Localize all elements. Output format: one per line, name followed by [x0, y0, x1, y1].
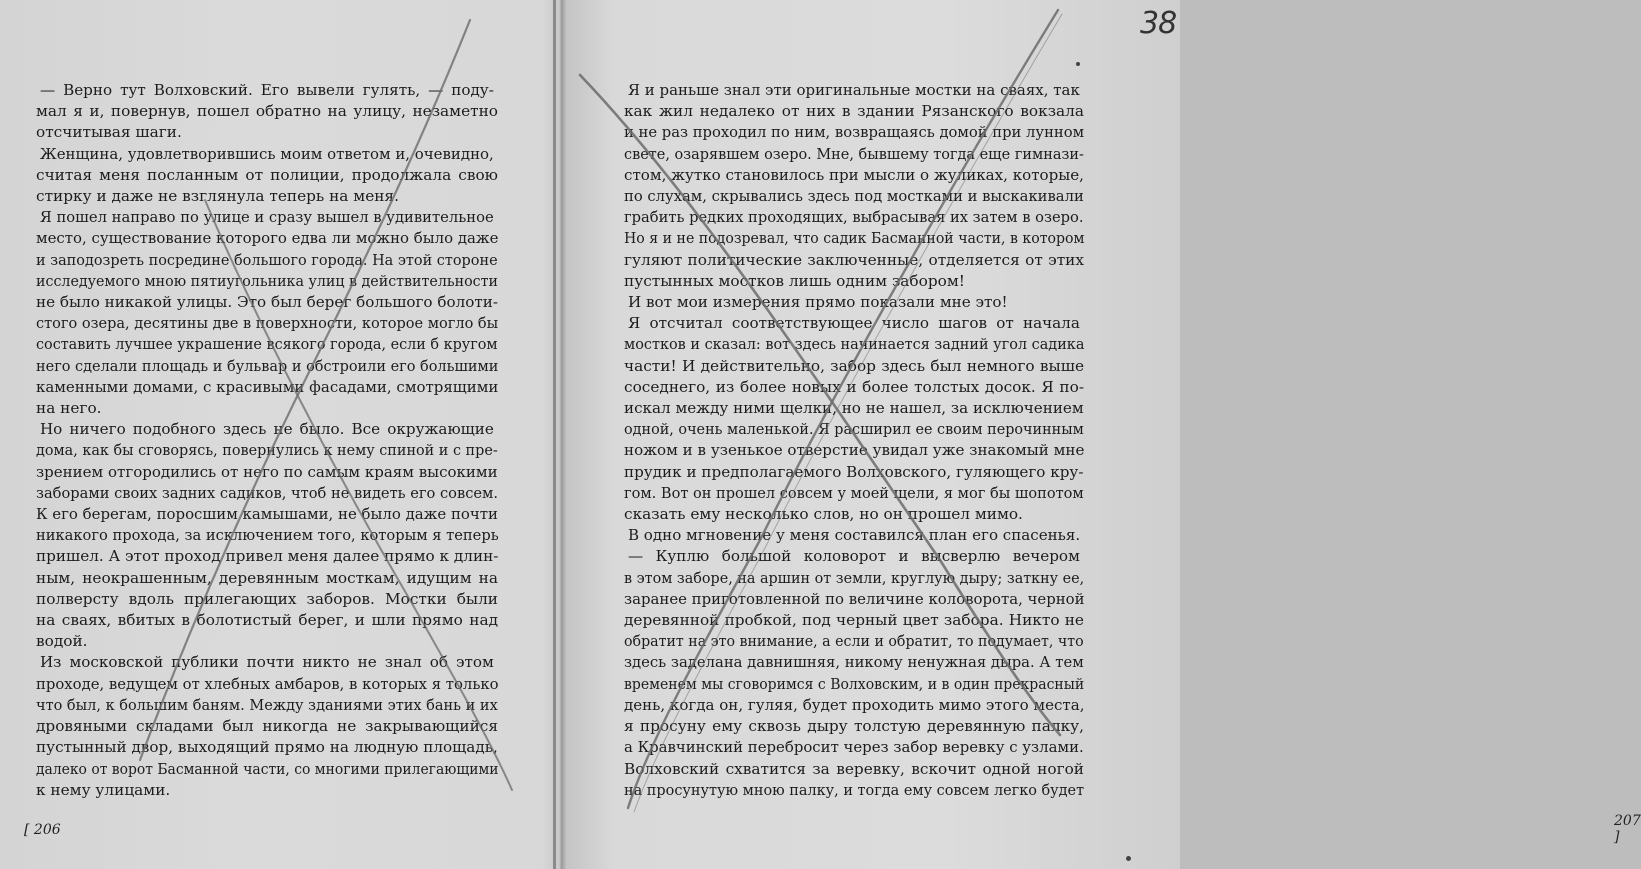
- text-line: искал между ними щелки, но не нашел, за исключением: [624, 399, 1084, 418]
- right-page-number-value: 207: [1614, 813, 1641, 829]
- text-line: к нему улицами.: [36, 780, 171, 799]
- text-line: части! И действительно, забор здесь был немного выше: [624, 356, 1084, 375]
- text-line: обратит на это внимание, а если и обратит, то подумает, что: [624, 632, 1084, 651]
- right-page-text: [624, 80, 1084, 801]
- text-line: на него.: [36, 399, 102, 418]
- text-line: не было никакой улицы. Это был берег большого болоти-: [36, 293, 498, 312]
- text-line: И вот мои измерения прямо показали мне это!: [627, 293, 1008, 312]
- text-line: Но ничего подобного здесь не было. Все окружающие: [39, 420, 494, 439]
- text-line: день, когда он, гуляя, будет проходить мимо этого места,: [624, 695, 1085, 714]
- text-line: свете, озарявшем озеро. Мне, бывшему тогда еще гимнази-: [624, 144, 1084, 163]
- left-page-number-value: 206: [33, 822, 61, 838]
- text-line: пустынных мостков лишь одним забором!: [624, 271, 965, 290]
- text-line: — Куплю большой коловорот и высверлю вечером: [627, 547, 1080, 566]
- text-line: одной, очень маленькой. Я расширил ее своим перочинным: [624, 420, 1084, 439]
- text-line: место, существование которого едва ли можно было даже: [36, 229, 499, 248]
- text-line: мостков и сказал: вот здесь начинается задний угол садика: [624, 335, 1085, 354]
- text-line: а Кравчинский перебросит через забор веревку с узлами.: [624, 738, 1084, 757]
- text-line: К его берегам, поросшим камышами, не было даже почти: [36, 505, 498, 524]
- right-page-number: 207 ]: [1614, 813, 1641, 845]
- left-page: [0, 0, 553, 869]
- text-line: Из московской публики почти никто не знал об этом: [39, 653, 494, 672]
- text-line: Я пошел направо по улице и сразу вышел в удивительное: [39, 208, 494, 227]
- right-page: [556, 0, 1641, 869]
- text-line: пришел. А этот проход привел меня далее прямо к длин-: [36, 547, 499, 566]
- text-line: я просуну ему сквозь дыру толстую деревянную палку,: [624, 717, 1084, 736]
- text-line: Я отсчитал соответствующее число шагов от начала: [627, 314, 1080, 333]
- ink-speck: [1126, 856, 1131, 861]
- text-line: каменными домами, с красивыми фасадами, смотрящими: [36, 377, 499, 396]
- text-line: дровяными складами был никогда не закрывающийся: [36, 717, 498, 736]
- left-page-text: [36, 80, 498, 801]
- text-line: Но я и не подозревал, что садик Басманной части, в котором: [624, 229, 1085, 248]
- text-line: Я и раньше знал эти оригинальные мостки на сваях, так: [627, 81, 1080, 99]
- text-line: что был, к большим баням. Между зданиями этих бань и их: [36, 695, 498, 714]
- text-line: составить лучшее украшение всякого города, если б кругом: [36, 335, 498, 354]
- text-line: — Верно тут Волховский. Его вывели гулять, — поду-: [39, 81, 494, 99]
- text-line: на просунутую мною палку, и тогда ему совсем легко будет: [624, 780, 1085, 799]
- text-line: сказать ему несколько слов, но он прошел мимо.: [624, 505, 1023, 524]
- left-page-number: [ 206: [24, 822, 61, 838]
- text-line: и не раз проходил по ним, возвращаясь домой при лунном: [624, 123, 1085, 142]
- text-line: ножом и в узенькое отверстие увидал уже знакомый мне: [624, 441, 1085, 460]
- text-line: пустынный двор, выходящий прямо на людную площадь,: [36, 738, 498, 757]
- text-line: В одно мгновение у меня составился план его спасенья.: [627, 526, 1081, 545]
- text-line: полверсту вдоль прилегающих заборов. Мостки были: [36, 589, 498, 608]
- text-line: как жил недалеко от них в здании Рязанского вокзала: [624, 102, 1084, 121]
- text-line: временем мы сговоримся с Волховским, и в один прекрасный: [624, 674, 1085, 693]
- text-line: отсчитывая шаги.: [36, 123, 182, 142]
- text-line: соседнего, из более новых и более толстых досок. Я по-: [624, 377, 1084, 396]
- ink-speck: [1076, 62, 1080, 66]
- text-line: Волховский схватится за веревку, вскочит одной ногой: [624, 759, 1084, 778]
- text-line: мал я и, повернув, пошел обратно на улицу, незаметно: [36, 102, 498, 121]
- text-line: грабить редких проходящих, выбрасывая их затем в озеро.: [624, 208, 1084, 227]
- text-line: здесь заделана давнишняя, никому ненужная дыра. А тем: [624, 653, 1084, 672]
- text-line: на сваях, вбитых в болотистый берег, и шли прямо над: [36, 611, 498, 630]
- text-line: проходе, ведущем от хлебных амбаров, в которых я только: [36, 674, 499, 693]
- text-line: дома, как бы сговорясь, повернулись к нему спиной и с пре-: [36, 441, 498, 460]
- text-line: исследуемого мною пятиугольника улиц в действительности: [36, 271, 498, 290]
- text-line: гом. Вот он прошел совсем у моей щели, я мог бы шопотом: [624, 483, 1084, 502]
- text-line: заборами своих задних садиков, чтоб не видеть его совсем.: [36, 483, 499, 502]
- text-line: далеко от ворот Басманной части, со многими прилегающими: [36, 759, 499, 778]
- text-line: заранее приготовленной по величине коловорота, черной: [624, 589, 1085, 608]
- text-line: и заподозреть посредине большого города. На этой стороне: [36, 250, 498, 269]
- text-line: Женщина, удовлетворившись моим ответом и, очевидно,: [39, 144, 494, 163]
- text-line: в этом заборе, на аршин от земли, круглую дыру; заткну ее,: [624, 568, 1085, 587]
- text-line: считая меня посланным от полиции, продолжала свою: [36, 165, 498, 184]
- text-line: зрением отгородились от него по самым краям высокими: [36, 462, 498, 481]
- text-line: стирку и даже не взглянула теперь на меня.: [36, 187, 399, 206]
- text-line: стого озера, десятины две в поверхности, которое могло бы: [36, 314, 499, 333]
- text-line: деревянной пробкой, под черный цвет забора. Никто не: [624, 611, 1084, 630]
- text-line: никакого прохода, за исключением того, которым я теперь: [36, 526, 499, 545]
- handwritten-page-number: 38: [1140, 6, 1177, 41]
- text-line: по слухам, скрывались здесь под мостками и выскакивали: [624, 187, 1084, 206]
- text-line: него сделали площадь и бульвар и обстроили его большими: [36, 356, 499, 375]
- text-line: гуляют политические заключенные, отделяется от этих: [624, 250, 1084, 269]
- text-line: прудик и предполагаемого Волховского, гуляющего кру-: [624, 462, 1084, 481]
- text-line: ным, неокрашенным, деревянным мосткам, идущим на: [36, 568, 498, 587]
- text-line: водой.: [36, 632, 88, 651]
- text-line: стом, жутко становилось при мысли о жуликах, которые,: [624, 165, 1084, 184]
